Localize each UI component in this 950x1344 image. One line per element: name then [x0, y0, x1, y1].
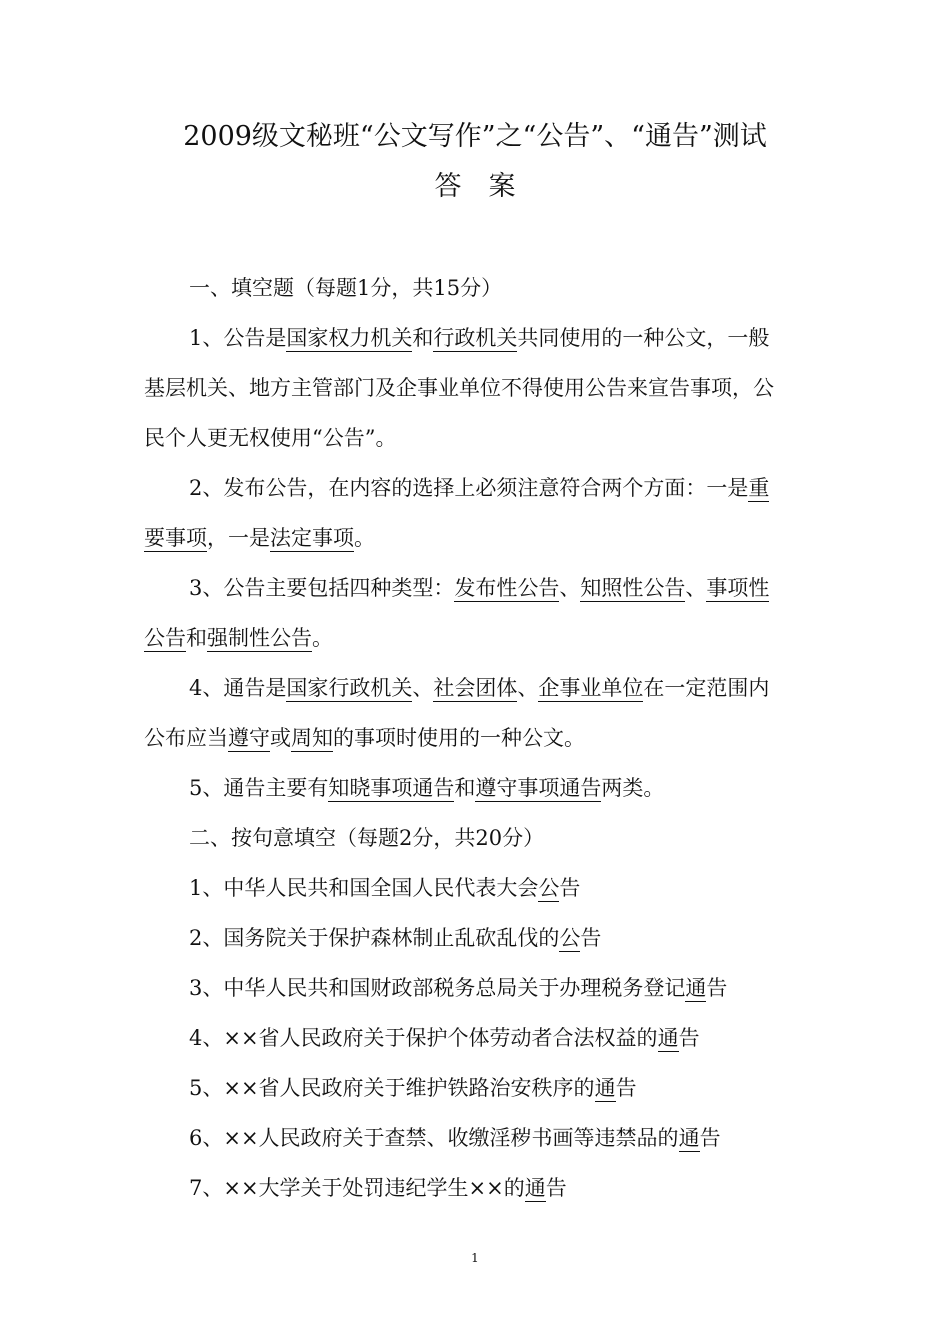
item-text: 5、××省人民政府关于维护铁路治安秩序的	[189, 1076, 595, 1100]
answer-blank: 行政机关	[433, 326, 518, 350]
answer-blank: 通	[524, 1176, 546, 1200]
q1-text: 1、公告是	[189, 326, 287, 350]
q3-text: 3、公告主要包括四种类型：	[189, 576, 455, 600]
answer-blank: 发布性公告	[454, 576, 560, 600]
answer-blank: 遵守	[228, 726, 270, 750]
answer-blank: 遵守事项通告	[475, 776, 602, 800]
item-text: 1、中华人民共和国全国人民代表大会	[189, 876, 539, 900]
q5-line	[189, 772, 664, 802]
section2-item	[189, 972, 727, 1002]
section2-item	[189, 1172, 567, 1202]
item-text: 告	[545, 1176, 567, 1200]
item-text: 6、××人民政府关于查禁、收缴淫秽书画等违禁品的	[189, 1126, 679, 1150]
item-text: 告	[615, 1076, 637, 1100]
q4-text: 的事项时使用的一种公文。	[333, 726, 585, 750]
q1-line2: 基层机关、地方主管部门及企事业单位不得使用公告来宣告事项，公	[144, 376, 774, 400]
q4-line1	[189, 672, 769, 702]
answer-blank: 通	[657, 1026, 679, 1050]
q1-text: 共同使用的一种公文，一般	[517, 326, 770, 350]
answer-blank: 公告	[144, 626, 186, 650]
answer-blank: 国家权力机关	[286, 326, 413, 350]
q1-text: 和	[412, 326, 434, 350]
item-text: 2、国务院关于保护森林制止乱砍乱伐的	[189, 926, 560, 950]
answer-blank: 重	[748, 476, 770, 500]
answer-blank: 知晓事项通告	[328, 776, 455, 800]
q3-text: 。	[312, 626, 333, 650]
q4-text: 、	[517, 676, 539, 700]
answer-blank: 法定事项	[270, 526, 354, 550]
q2-line2	[144, 522, 375, 552]
section2-item	[189, 872, 580, 902]
item-text: 3、中华人民共和国财政部税务总局关于办理税务登记	[189, 976, 686, 1000]
section2-item	[189, 1022, 700, 1052]
answer-blank: 通	[594, 1076, 616, 1100]
q2-text: 2、发布公告，在内容的选择上必须注意符合两个方面：一是	[189, 476, 749, 500]
section2-item	[189, 1072, 637, 1102]
q3-line2	[144, 622, 333, 652]
q4-text: 在一定范围内	[643, 676, 770, 700]
section1-heading: 一、填空题（每题1分，共15分）	[189, 276, 503, 300]
answer-blank: 通	[678, 1126, 700, 1150]
answer-blank: 知照性公告	[580, 576, 686, 600]
item-text: 4、××省人民政府关于保护个体劳动者合法权益的	[189, 1026, 658, 1050]
q2-text: 。	[354, 526, 375, 550]
item-text: 告	[706, 976, 728, 1000]
answer-blank: 通	[685, 976, 707, 1000]
document-title-line2: 答 案	[434, 171, 516, 202]
q4-text: 4、通告是	[189, 676, 287, 700]
answer-blank: 事项性	[706, 576, 770, 600]
answer-blank: 公	[559, 926, 581, 950]
q3-text: 和	[186, 626, 207, 650]
q5-text: 两类。	[601, 776, 665, 800]
answer-blank: 周知	[291, 726, 333, 750]
q4-line2	[144, 722, 585, 752]
item-text: 告	[678, 1026, 700, 1050]
q5-text: 5、通告主要有	[189, 776, 329, 800]
q4-text: 或	[270, 726, 291, 750]
q4-text: 公布应当	[144, 726, 228, 750]
answer-blank: 企事业单位	[538, 676, 644, 700]
page-number: 1	[471, 1251, 479, 1265]
item-text: 告	[559, 876, 581, 900]
q5-text: 和	[454, 776, 476, 800]
q2-line1	[189, 472, 769, 502]
answer-blank: 社会团体	[433, 676, 518, 700]
q1-line3: 民个人更无权使用“公告”。	[144, 426, 397, 450]
answer-blank: 要事项	[144, 526, 207, 550]
q1-line1	[189, 322, 769, 352]
q4-text: 、	[412, 676, 434, 700]
section2-heading: 二、按句意填空（每题2分，共20分）	[189, 826, 545, 850]
item-text: 告	[580, 926, 602, 950]
answer-blank: 国家行政机关	[286, 676, 413, 700]
q3-text: 、	[685, 576, 707, 600]
item-text: 告	[699, 1126, 721, 1150]
section2-item	[189, 922, 601, 952]
item-text: 7、××大学关于处罚违纪学生××的	[189, 1176, 525, 1200]
answer-blank: 强制性公告	[207, 626, 312, 650]
q2-text: ，一是	[207, 526, 270, 550]
document-title-line1: 2009级文秘班“公文写作”之“公告”、“通告”测试	[183, 121, 767, 152]
section2-item	[189, 1122, 721, 1152]
q3-text: 、	[559, 576, 581, 600]
q3-line1	[189, 572, 769, 602]
answer-blank: 公	[538, 876, 560, 900]
